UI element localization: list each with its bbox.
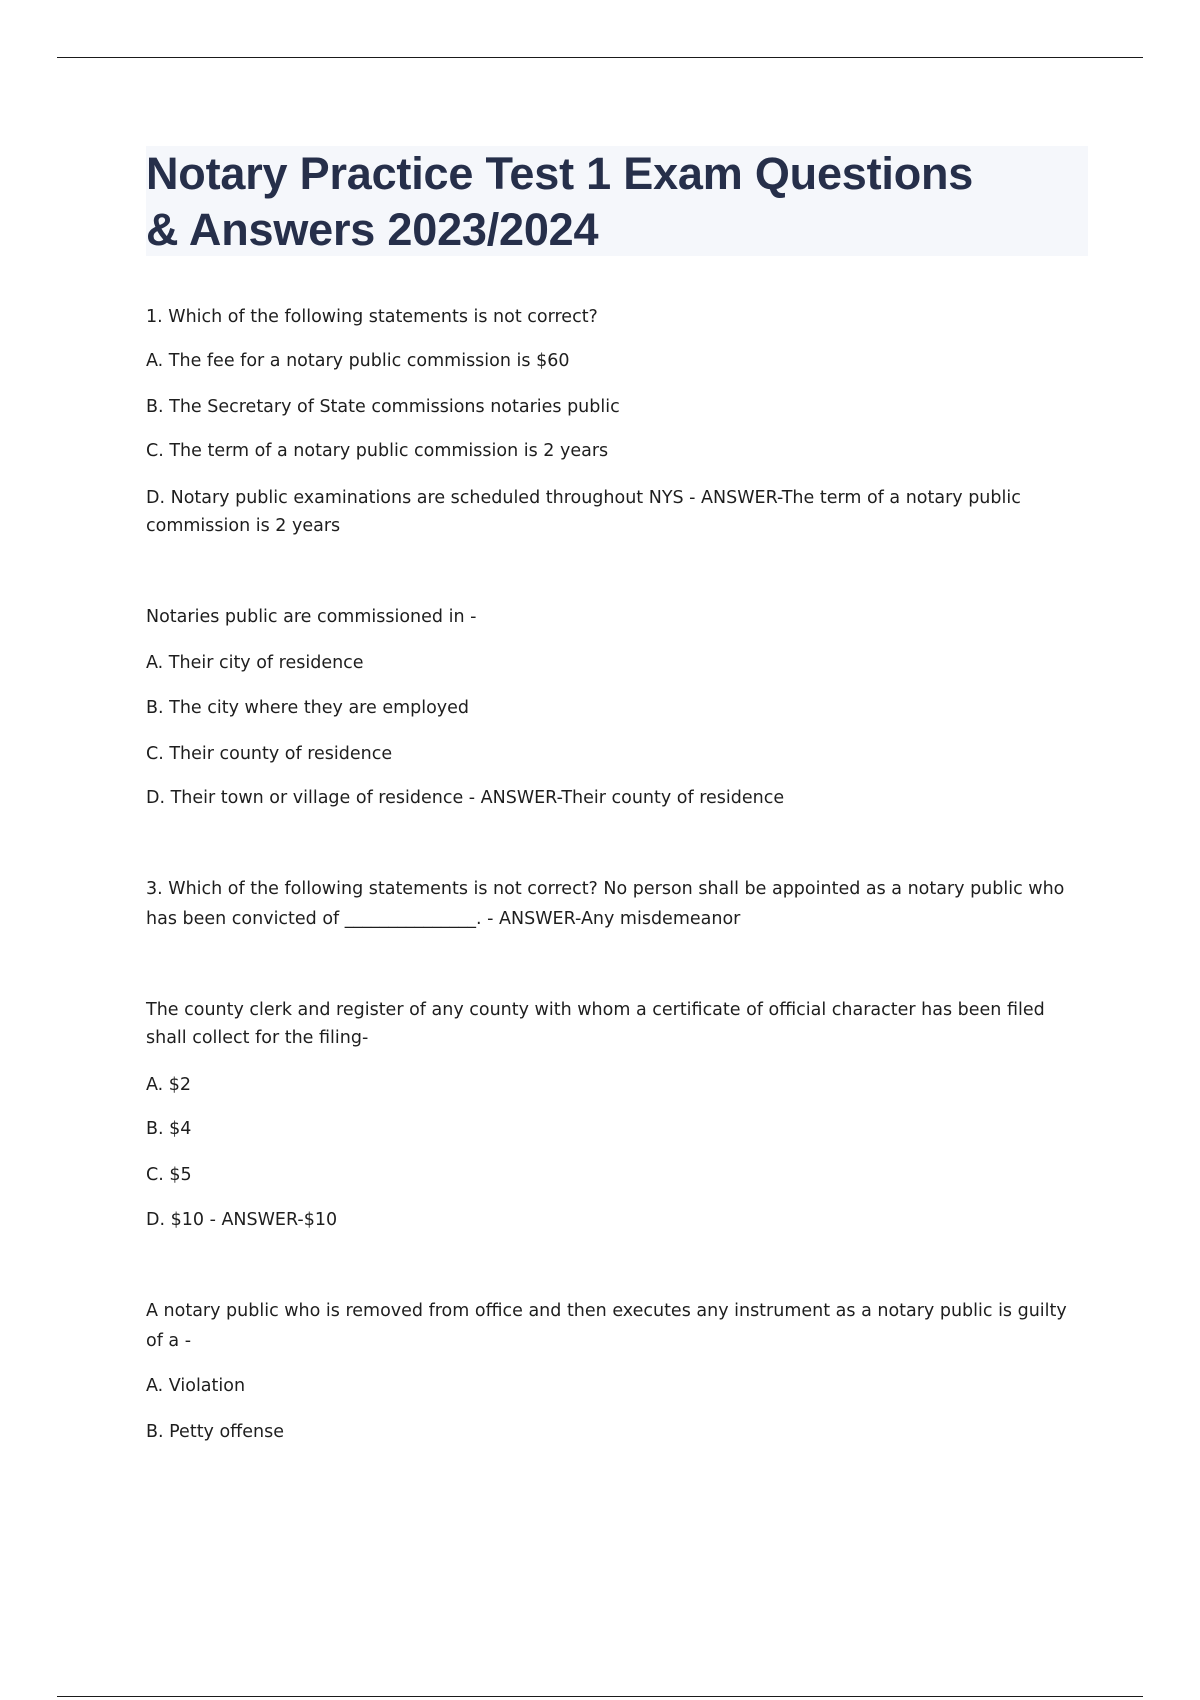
question-5-line-1: A notary public who is removed from office and then executes any instrument as a notary public is guilty [146, 1301, 1067, 1321]
question-4-line-2: shall collect for the filing- [146, 1028, 369, 1048]
page-title [146, 146, 1088, 258]
header-rule [57, 57, 1143, 58]
question-3-line-1: 3. Which of the following statements is not correct? No person shall be appointed as a notary public who [146, 879, 1065, 899]
question-1-option-d-line-2: commission is 2 years [146, 516, 341, 536]
question-2-option-b: B. The city where they are employed [146, 698, 470, 718]
question-2-option-a: A. Their city of residence [146, 653, 364, 673]
title-line-1: Notary Practice Test 1 Exam Questions [146, 148, 974, 199]
question-5-option-a: A. Violation [146, 1376, 246, 1396]
title-line-2: & Answers 2023/2024 [146, 204, 599, 255]
question-1-text: 1. Which of the following statements is not correct? [146, 307, 598, 327]
question-3-line-2: has been convicted of _______________. - ANSWER-Any misdemeanor [146, 909, 741, 929]
question-4-line-1: The county clerk and register of any county with whom a certificate of official character has been filed [146, 1000, 1045, 1020]
question-5-option-b: B. Petty offense [146, 1422, 284, 1442]
question-4-option-d: D. $10 - ANSWER-$10 [146, 1210, 338, 1230]
question-4-option-b: B. $4 [146, 1119, 192, 1139]
question-2-option-d: D. Their town or village of residence - ANSWER-Their county of residence [146, 788, 785, 808]
question-5-line-2: of a - [146, 1331, 192, 1351]
question-1-option-b: B. The Secretary of State commissions notaries public [146, 397, 620, 417]
question-4-option-a: A. $2 [146, 1075, 192, 1095]
question-1-option-d-line-1: D. Notary public examinations are scheduled throughout NYS - ANSWER-The term of a notary public [146, 488, 1021, 508]
question-1-option-c: C. The term of a notary public commission is 2 years [146, 441, 609, 461]
title-block [146, 146, 1088, 256]
question-1-option-a: A. The fee for a notary public commission is $60 [146, 351, 570, 371]
question-2-option-c: C. Their county of residence [146, 744, 393, 764]
question-4-option-c: C. $5 [146, 1165, 192, 1185]
footer-rule [57, 1696, 1143, 1697]
question-2-text: Notaries public are commissioned in - [146, 607, 477, 627]
